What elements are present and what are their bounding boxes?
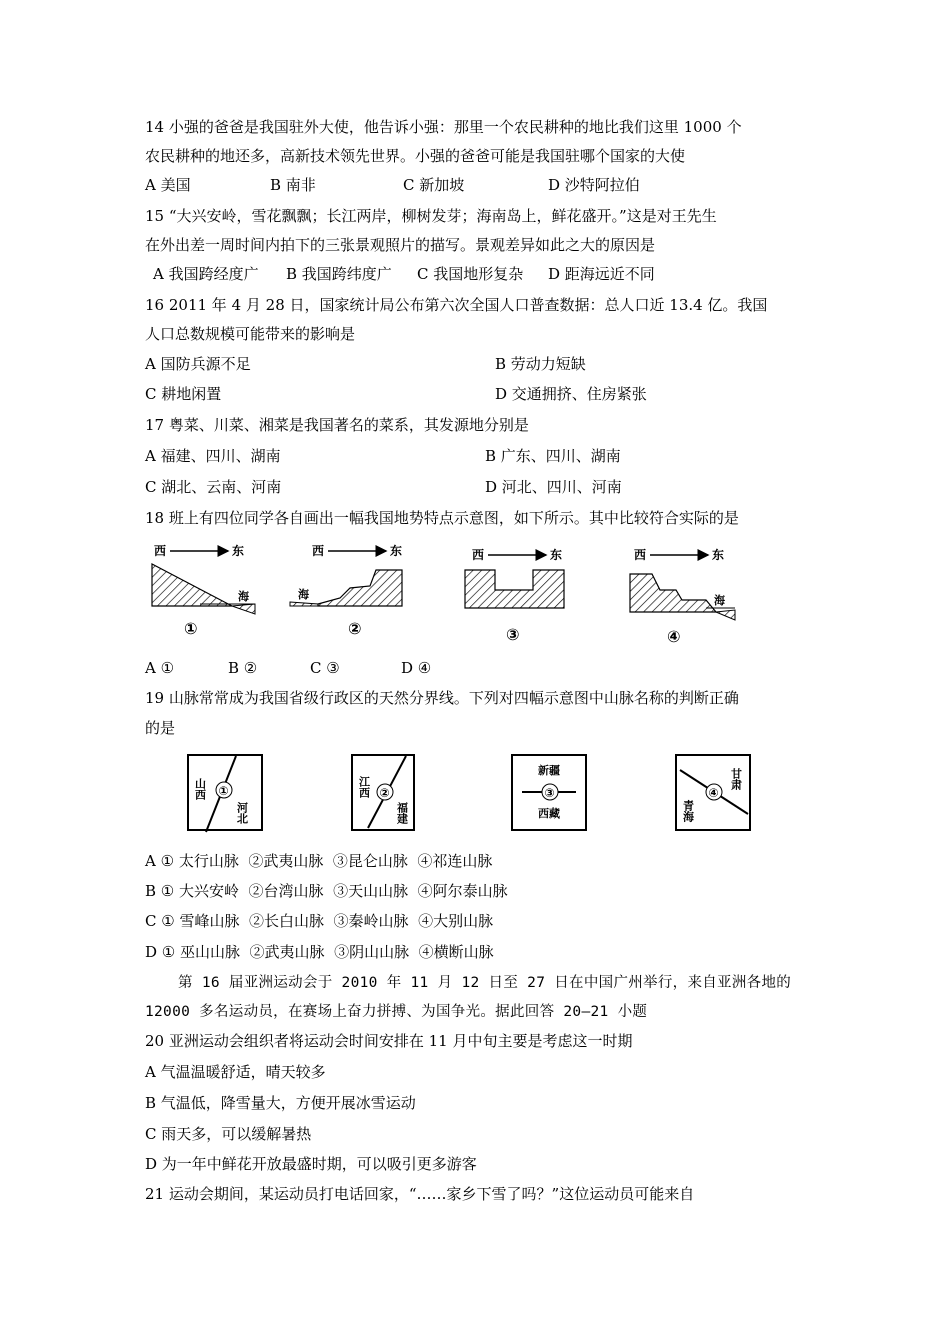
q14-option-c: C 新加坡: [403, 176, 465, 194]
q18-option-c: C ③: [310, 659, 340, 677]
mountain-map-4: [676, 755, 750, 830]
d3-west-label: 西: [472, 548, 485, 562]
q17-option-c: C 湖北、云南、河南: [145, 478, 282, 496]
passage-line2: 12000 多名运动员，在赛场上奋力拼搏、为国争光。据此回答 20—21 小题: [145, 1004, 648, 1020]
q19-stem-line2: 的是: [145, 719, 176, 737]
q16-stem-line2: 人口总数规模可能带来的影响是: [145, 325, 356, 343]
map2-number: ②: [379, 786, 390, 800]
d2-number: ②: [348, 619, 362, 638]
q19-option-c: C ① 雪峰山脉 ②长白山脉 ③秦岭山脉 ④大别山脉: [145, 912, 494, 930]
q15-option-b: B 我国跨纬度广: [286, 265, 392, 283]
q19-option-d: D ① 巫山山脉 ②武夷山脉 ③阴山山脉 ④横断山脉: [145, 943, 494, 961]
map3-number: ③: [544, 786, 555, 800]
map4-right-label: 甘肃: [729, 768, 743, 790]
mountain-map-1: [188, 755, 262, 832]
map1-left-label: 山西: [193, 778, 207, 800]
d4-west-label: 西: [634, 548, 647, 562]
q18-option-a: A ①: [145, 659, 175, 677]
q18-stem: 18 班上有四位同学各自画出一幅我国地势特点示意图，如下所示。其中比较符合实际的是: [145, 509, 739, 527]
d1-number: ①: [184, 619, 198, 638]
q17-option-a: A 福建、四川、湖南: [145, 447, 281, 465]
q16-stem-line1: 16 2011 年 4 月 28 日，国家统计局公布第六次全国人口普查数据：总人口近 13.4 亿。我国: [145, 296, 768, 314]
d2-east-label: 东: [390, 544, 403, 558]
q16-option-c: C 耕地闲置: [145, 385, 222, 403]
d1-east-label: 东: [232, 544, 245, 558]
q20-stem: 20 亚洲运动会组织者将运动会时间安排在 11 月中旬主要是考虑这一时期: [145, 1032, 633, 1050]
q16-option-d: D 交通拥挤、住房紧张: [495, 385, 647, 403]
q15-option-d: D 距海远近不同: [548, 265, 655, 283]
map4-number: ④: [708, 786, 719, 800]
q18-option-d: D ④: [401, 659, 432, 677]
q16-option-b: B 劳动力短缺: [495, 355, 586, 373]
q19-stem-line1: 19 山脉常常成为我国省级行政区的天然分界线。下列对四幅示意图中山脉名称的判断正确: [145, 689, 739, 707]
q15-option-a: A 我国跨经度广: [153, 265, 259, 283]
d4-sea-label: 海: [714, 594, 725, 607]
q18-terrain-diagrams: [140, 538, 780, 648]
q15-stem-line2: 在外出差一周时间内拍下的三张景观照片的描写。景观差异如此之大的原因是: [145, 236, 656, 254]
q14-option-b: B 南非: [270, 176, 316, 194]
q21-stem: 21 运动会期间，某运动员打电话回家，“……家乡下雪了吗？”这位运动员可能来自: [145, 1185, 695, 1203]
q15-option-c: C 我国地形复杂: [417, 265, 524, 283]
q17-option-d: D 河北、四川、河南: [485, 478, 622, 496]
q20-option-c: C 雨天多，可以缓解暑热: [145, 1125, 312, 1143]
mountain-map-2: [352, 755, 414, 830]
q14-option-a: A 美国: [145, 176, 191, 194]
map4-left-label: 青海: [681, 800, 695, 822]
q14-stem-line2: 农民耕种的地还多，高新技术领先世界。小强的爸爸可能是我国驻哪个国家的大使: [145, 147, 686, 165]
q17-option-b: B 广东、四川、湖南: [485, 447, 621, 465]
map2-right-label: 福建: [395, 802, 409, 824]
q18-option-b: B ②: [228, 659, 258, 677]
d1-west-label: 西: [154, 544, 167, 558]
passage-line1: 第 16 届亚洲运动会于 2010 年 11 月 12 日至 27 日在中国广州举行，来自亚洲各地的: [178, 975, 792, 991]
q14-stem-line1: 14 小强的爸爸是我国驻外大使，他告诉小强：那里一个农民耕种的地比我们这里 1000 个: [145, 118, 742, 136]
d3-number: ③: [506, 625, 520, 644]
d3-east-label: 东: [550, 548, 563, 562]
d2-sea-label: 海: [298, 588, 309, 601]
q19-mountain-maps: [180, 750, 780, 840]
q19-option-a: A ① 太行山脉 ②武夷山脉 ③昆仑山脉 ④祁连山脉: [145, 852, 493, 870]
terrain-diagram-4: [630, 547, 735, 646]
q20-option-d: D 为一年中鲜花开放最盛时期，可以吸引更多游客: [145, 1155, 477, 1173]
map3-bottom-label: 西藏: [538, 807, 560, 820]
q16-option-a: A 国防兵源不足: [145, 355, 251, 373]
q19-option-b: B ① 大兴安岭 ②台湾山脉 ③天山山脉 ④阿尔泰山脉: [145, 882, 508, 900]
d2-west-label: 西: [312, 544, 325, 558]
q14-option-d: D 沙特阿拉伯: [548, 176, 640, 194]
terrain-diagram-3: [465, 547, 564, 644]
map1-right-label: 河北: [235, 802, 249, 824]
map3-top-label: 新疆: [538, 764, 560, 777]
map1-number: ①: [218, 784, 229, 798]
q20-option-b: B 气温低，降雪量大，方便开展冰雪运动: [145, 1094, 416, 1112]
terrain-diagram-2: [290, 543, 402, 638]
d1-sea-label: 海: [238, 590, 249, 603]
q20-option-a: A 气温温暖舒适，晴天较多: [145, 1063, 326, 1081]
terrain-diagram-1: [152, 543, 255, 638]
q17-stem: 17 粤菜、川菜、湘菜是我国著名的菜系，其发源地分别是: [145, 416, 529, 434]
d4-number: ④: [667, 627, 681, 646]
d4-east-label: 东: [712, 548, 725, 562]
map2-left-label: 江西: [357, 776, 371, 798]
q15-stem-line1: 15 “大兴安岭，雪花飘飘；长江两岸，柳树发芽；海南岛上，鲜花盛开。”这是对王先生: [145, 207, 717, 225]
mountain-map-3: [512, 755, 586, 830]
